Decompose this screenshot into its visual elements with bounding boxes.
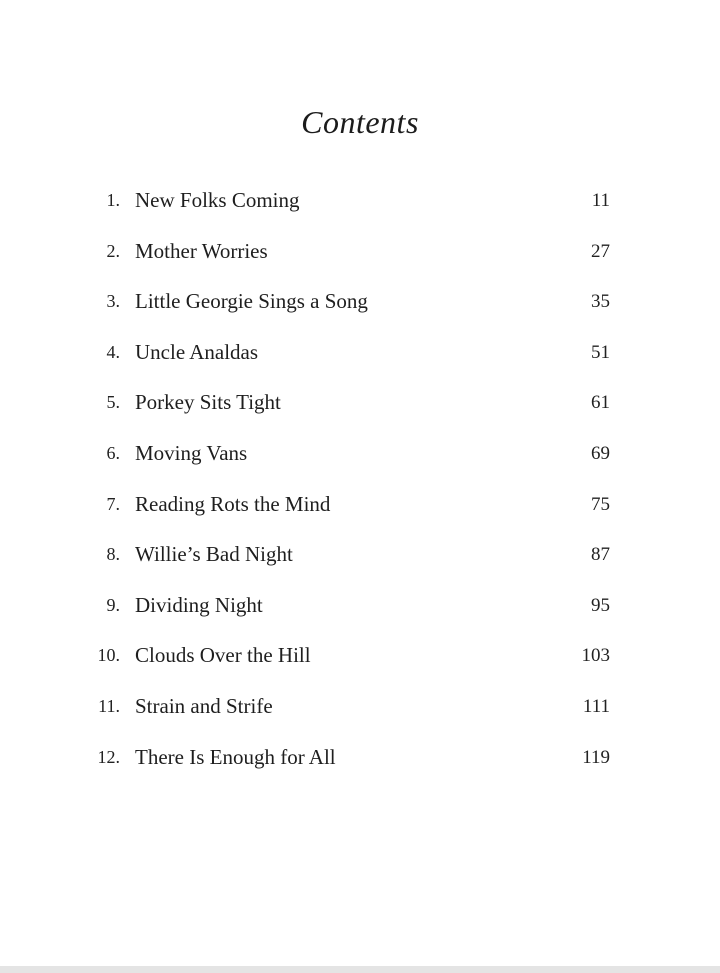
toc-entry[interactable] bbox=[0, 435, 720, 486]
page-number: 87 bbox=[591, 544, 610, 566]
chapter-title: Reading Rots the Mind bbox=[135, 491, 331, 516]
page-number: 69 bbox=[591, 442, 610, 464]
page-bottom-edge bbox=[0, 966, 720, 973]
toc-entry[interactable] bbox=[0, 637, 720, 688]
chapter-title: Strain and Strife bbox=[135, 693, 273, 718]
toc-entry[interactable] bbox=[0, 182, 720, 233]
toc-entry[interactable] bbox=[0, 283, 720, 334]
toc-entry[interactable] bbox=[0, 536, 720, 587]
chapter-number: 2. bbox=[106, 240, 120, 261]
chapter-title: Uncle Analdas bbox=[135, 339, 259, 364]
chapter-number: 3. bbox=[106, 291, 120, 312]
chapter-number: 5. bbox=[106, 392, 120, 413]
table-of-contents bbox=[0, 182, 720, 789]
chapter-number: 7. bbox=[106, 493, 120, 514]
page-number: 111 bbox=[582, 695, 610, 717]
chapter-title: Mother Worries bbox=[135, 238, 268, 263]
page-number: 75 bbox=[591, 493, 610, 515]
page-number: 61 bbox=[591, 392, 610, 414]
chapter-title: Willie’s Bad Night bbox=[135, 542, 293, 567]
page-number: 119 bbox=[582, 746, 610, 768]
chapter-title: Dividing Night bbox=[135, 592, 263, 617]
toc-entry[interactable] bbox=[0, 486, 720, 537]
chapter-title: New Folks Coming bbox=[135, 188, 300, 212]
toc-entry[interactable] bbox=[0, 384, 720, 435]
chapter-number: 11. bbox=[98, 695, 120, 716]
page-number: 35 bbox=[591, 291, 610, 313]
toc-entry[interactable] bbox=[0, 233, 720, 284]
page-number: 11 bbox=[591, 190, 610, 211]
chapter-title: There Is Enough for All bbox=[135, 744, 336, 769]
chapter-number: 9. bbox=[106, 594, 120, 615]
chapter-number: 10. bbox=[97, 645, 120, 666]
toc-entry[interactable] bbox=[0, 739, 720, 790]
chapter-title: Moving Vans bbox=[135, 440, 248, 465]
page-number: 51 bbox=[591, 341, 610, 363]
toc-entry[interactable] bbox=[0, 587, 720, 638]
toc-entry[interactable] bbox=[0, 688, 720, 739]
toc-entry[interactable] bbox=[0, 334, 720, 385]
page-number: 27 bbox=[591, 240, 610, 262]
chapter-title: Clouds Over the Hill bbox=[135, 643, 311, 668]
chapter-number: 8. bbox=[106, 544, 120, 565]
page-title: Contents bbox=[301, 104, 419, 140]
chapter-title: Little Georgie Sings a Song bbox=[135, 289, 368, 314]
chapter-title: Porkey Sits Tight bbox=[135, 390, 281, 415]
chapter-number: 6. bbox=[106, 442, 120, 463]
page-number: 103 bbox=[581, 645, 610, 667]
chapter-number: 1. bbox=[106, 190, 120, 210]
chapter-number: 12. bbox=[97, 746, 120, 767]
chapter-number: 4. bbox=[106, 341, 120, 362]
page-number: 95 bbox=[591, 594, 610, 616]
